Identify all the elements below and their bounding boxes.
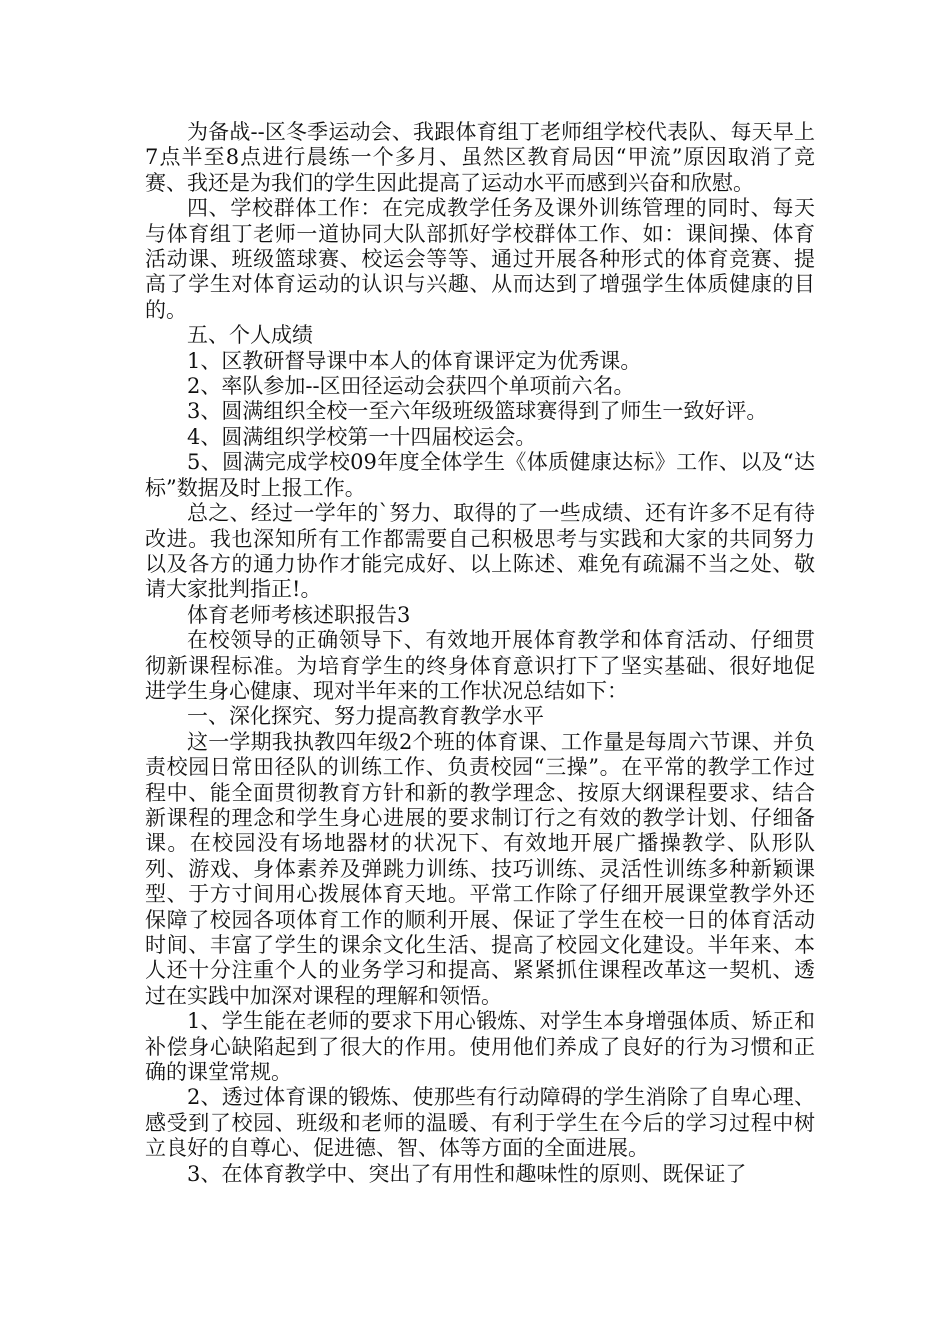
paragraph-intro: 在校领导的正确领导下、有效地开展体育教学和体育活动、仔细贯彻新课程标准。为培育学生的终身体育意识打下了坚实基础、很好地促进学生身心健康、现对半年来的工作状况总结如下：	[145, 628, 815, 703]
list-item-achievement-4: 4、圆满组织学校第一十四届校运会。	[187, 424, 537, 449]
list-item-result-3: 3、在体育教学中、突出了有用性和趣味性的原则、既保证了	[187, 1161, 747, 1186]
paragraph-summary: 总之、经过一学年的`努力、取得的了一些成绩、还有许多不足有待改进。我也深知所有工作都需要自己积极思考与实践和大家的共同努力以及各方的通力协作才能完成好、以上陈述、难免有疏漏不当之处、敬请大家批判指正!。	[145, 501, 815, 602]
list-item-achievement-1: 1、区教研督导课中本人的体育课评定为优秀课。	[187, 348, 642, 373]
report-title: 体育老师考核述职报告3	[187, 602, 411, 627]
heading-section-1: 一、深化探究、努力提高教育教学水平	[187, 704, 544, 729]
paragraph-teaching-work: 这一学期我执教四年级2个班的体育课、工作量是每周六节课、并负责校园日常田径队的训练工作、负责校园“三操”。在平常的教学工作过程中、能全面贯彻教育方针和新的教学理念、按原大纲课程要求、结合新课程的理念和学生身心进展的要求制订行之有效的教学计划、仔细备课。在校园没有场地器材的状况下、有效地开展广播操教学、队形队列、游戏、身体素养及弹跳力训练、技巧训练、灵活性训练多种新颖课型、于方寸间用心拨展体育天地。平常工作除了仔细开展课堂教学外还保障了校园各项体育工作的顺利开展、保证了学生在校一日的体育活动时间、丰富了学生的课余文化生活、提高了校园文化建设。半年来、本人还十分注重个人的业务学习和提高、紧紧抓住课程改革这一契机、透过在实践中加深对课程的理解和领悟。	[145, 729, 815, 1008]
list-item-result-2: 2、透过体育课的锻炼、使那些有行动障碍的学生消除了自卑心理、感受到了校园、班级和老师的温暖、有利于学生在今后的学习过程中树立良好的自尊心、促进德、智、体等方面的全面进展。	[145, 1085, 815, 1161]
list-item-achievement-5: 5、圆满完成学校09年度全体学生《体质健康达标》工作、以及“达标”数据及时上报工作。	[145, 450, 815, 500]
list-item-result-1: 1、学生能在老师的要求下用心锻炼、对学生本身增强体质、矫正和补偿身心缺陷起到了很大的作用。使用他们养成了良好的行为习惯和正确的课堂常规。	[145, 1009, 815, 1085]
paragraph-group-work: 四、学校群体工作：在完成教学任务及课外训练管理的同时、每天与体育组丁老师一道协同大队部抓好学校群体工作、如：课间操、体育活动课、班级篮球赛、校运会等等、通过开展各种形式的体育竞赛、提高了学生对体育运动的认识与兴趣、从而达到了增强学生体质健康的目的。	[145, 196, 815, 322]
list-item-achievement-3: 3、圆满组织全校一至六年级班级篮球赛得到了师生一致好评。	[187, 399, 768, 424]
heading-personal-achievements: 五、个人成绩	[187, 323, 313, 348]
document-body	[145, 120, 815, 1187]
paragraph-preparation: 为备战--区冬季运动会、我跟体育组丁老师组学校代表队、每天早上7点半至8点进行晨练一个多月、虽然区教育局因“甲流”原因取消了竞赛、我还是为我们的学生因此提高了运动水平而感到兴奋和欣慰。	[145, 120, 815, 195]
list-item-achievement-2: 2、率队参加--区田径运动会获四个单项前六名。	[187, 374, 635, 399]
